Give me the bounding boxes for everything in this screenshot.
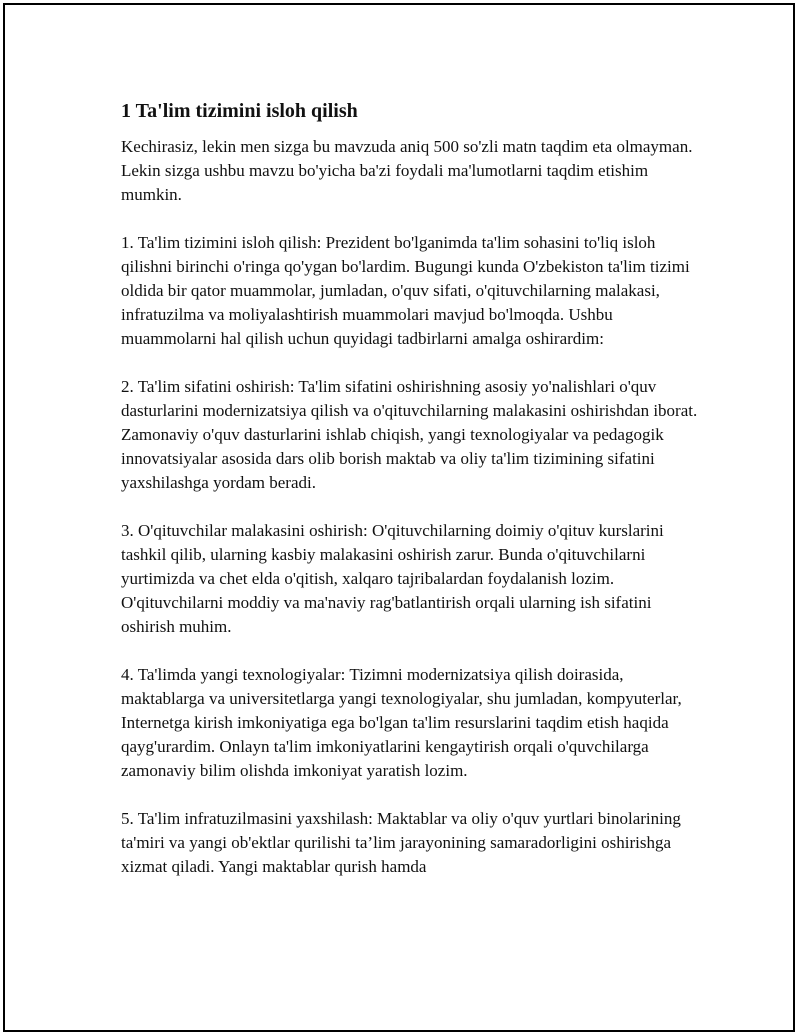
paragraph-item-1: 1. Ta'lim tizimini isloh qilish: Prezident bo'lganimda ta'lim sohasini to'liq isloh qilishni birinchi o'ringa qo'ygan bo'lardim. Bugungi kunda O'zbekiston ta'lim tizimi oldida bir qator muammolar, jumladan, o'quv sifati, o'qituvchilarning malakasi, infratuzilma va moliyalashtirish muammolari mavjud bo'lmoqda. Ushbu muammolarni hal qilish uchun quyidagi tadbirlarni amalga oshirardim:: [121, 233, 690, 348]
paragraph-intro: Kechirasiz, lekin men sizga bu mavzuda aniq 500 so'zli matn taqdim eta olmayman. Lekin sizga ushbu mavzu bo'yicha ba'zi foydali ma'lumotlarni taqdim etishim mumkin.: [121, 137, 693, 204]
page: [3, 3, 795, 1032]
paragraph-item-3: 3. O'qituvchilar malakasini oshirish: O'qituvchilarning doimiy o'qituv kurslarini tashkil qilib, ularning kasbiy malakasini oshirish zarur. Bunda o'qituvchilarni yurtimizda va chet elda o'qitish, xalqaro tajribalardan foydalanish lozim. O'qituvchilarni moddiy va ma'naviy rag'batlantirish orqali ularning ish sifatini oshirish muhim.: [121, 521, 664, 636]
paragraph-item-2: 2. Ta'lim sifatini oshirish: Ta'lim sifatini oshirishning asosiy yo'nalishlari o'quv dasturlarini modernizatsiya qilish va o'qituvchilarning malakasini oshirishdan iborat. Zamonaviy o'quv dasturlarini ishlab chiqish, yangi texnologiyalar va pedagogik innovatsiyalar asosida dars olib borish maktab va oliy ta'lim tizimining sifatini yaxshilashga yordam beradi.: [121, 377, 698, 492]
section-heading: 1 Ta'lim tizimini isloh qilish: [121, 100, 358, 122]
paragraph-item-5: 5. Ta'lim infratuzilmasini yaxshilash: Maktablar va oliy o'quv yurtlari binolarining ta'miri va yangi ob'ektlar qurilishi ta’lim jarayonining samaradorligini oshirishga xizmat qiladi. Yangi maktablar qurish hamda: [121, 809, 681, 876]
paragraph-item-4: 4. Ta'limda yangi texnologiyalar: Tizimni modernizatsiya qilish doirasida, maktablarga va universitetlarga yangi texnologiyalar, shu jumladan, kompyuterlar, Internetga kirish imkoniyatiga ega bo'lgan ta'lim resurslarini taqdim etish haqida qayg'urardim. Onlayn ta'lim imkoniyatlarini kengaytirish orqali o'quvchilarga zamonaviy bilim olishda imkoniyat yaratish lozim.: [121, 665, 682, 780]
document-body: [121, 99, 701, 903]
